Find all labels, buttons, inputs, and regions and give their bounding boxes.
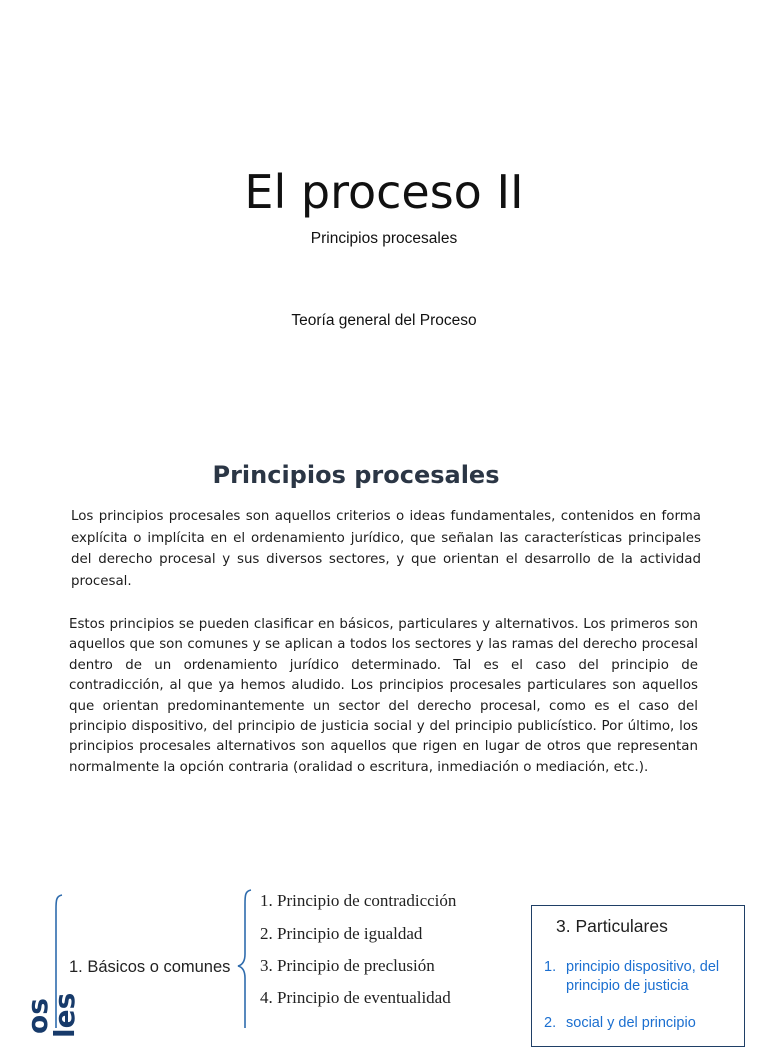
- particulares-title: 3. Particulares: [556, 916, 668, 936]
- classification-paragraph: Estos principios se pueden clasificar en básicos, particulares y alternativos. Los primeros son aquellos que son comunes y se aplican a todos los sectores y las ramas del derecho procesal dentro de un ordenamiento jurídico determinado. Tal es el caso del principio de contradicción, al que ya hemos aludido. Los principios procesales particulares son aquellos que orientan predominantemente un sector del derecho procesal, como es el caso del principio dispositivo, del principio de justicia social y del principio publicístico. Por último, los principios procesales alternativos son aquellos que rigen en lugar de otros que representan normalmente la opción contraria (oralidad o escritura, inmediación o mediación, etc.).: [69, 617, 698, 775]
- vertical-title-word-2: les: [48, 992, 81, 1038]
- slide-title: El proceso II: [244, 165, 524, 219]
- vertical-title-word-1: os: [21, 998, 54, 1034]
- definition-paragraph: Los principios procesales son aquellos criterios o ideas fundamentales, contenidos en forma explícita o implícita en el ordenamiento jurídico, que señalan las características principales del derecho procesal y sus diversos sectores, y que orientan el desarrollo de la actividad procesal.: [71, 509, 701, 590]
- item-number: 1.: [544, 959, 557, 975]
- list-item-eventualidad: 4. Principio de eventualidad: [260, 988, 451, 1007]
- list-item-contradiccion: 1. Principio de contradicción: [260, 891, 457, 910]
- slide-subtitle: Principios procesales: [310, 230, 458, 247]
- section-heading: Principios procesales: [212, 461, 500, 489]
- list-item-igualdad: 2. Principio de igualdad: [260, 924, 423, 943]
- item-number: 2.: [544, 1015, 557, 1031]
- outer-brace: [50, 893, 64, 1028]
- course-name: Teoría general del Proceso: [291, 312, 477, 329]
- item-text: principio dispositivo, del principio de justicia: [566, 959, 720, 994]
- item-text: social y del principio: [566, 1015, 696, 1031]
- category-basicos: 1. Básicos o comunes: [69, 958, 231, 976]
- items-brace: [236, 888, 254, 1028]
- particulares-item-1: [544, 958, 740, 996]
- list-item-preclusion: 3. Principio de preclusión: [260, 956, 435, 975]
